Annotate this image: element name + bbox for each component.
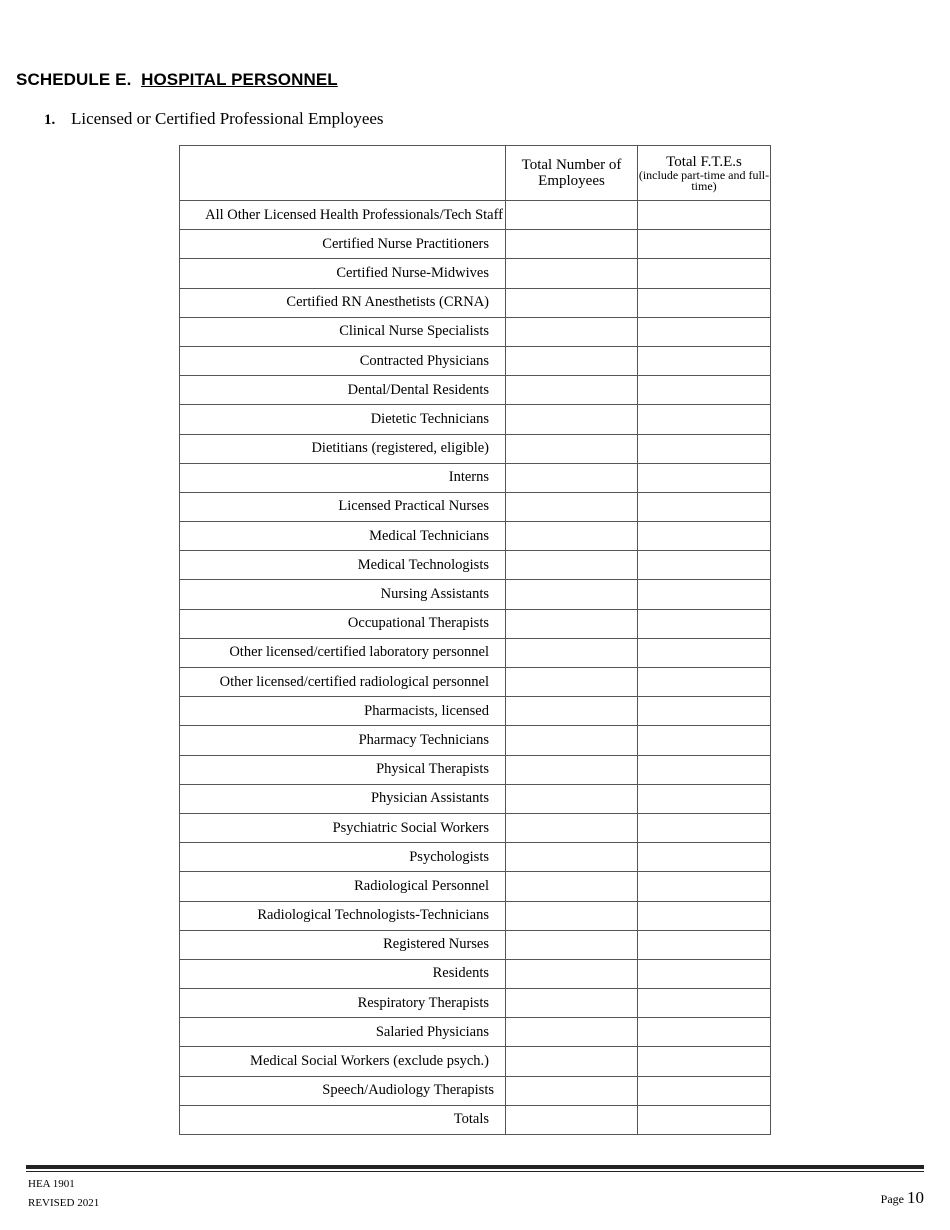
employees-count-cell[interactable] <box>506 434 638 463</box>
row-label: Medical Technicians <box>180 522 506 551</box>
table-row <box>180 843 771 872</box>
table-header-row <box>180 146 771 201</box>
table-row <box>180 551 771 580</box>
footer-form-info <box>28 1175 99 1213</box>
row-label: Dietetic Technicians <box>180 405 506 434</box>
table-row <box>180 492 771 521</box>
row-label: Dietitians (registered, eligible) <box>180 434 506 463</box>
row-label: Nursing Assistants <box>180 580 506 609</box>
fte-cell[interactable] <box>638 726 771 755</box>
table-row <box>180 901 771 930</box>
employees-count-cell[interactable] <box>506 901 638 930</box>
row-label: Physical Therapists <box>180 755 506 784</box>
fte-cell[interactable] <box>638 1105 771 1134</box>
row-label: Radiological Technologists-Technicians <box>180 901 506 930</box>
employees-count-cell[interactable] <box>506 872 638 901</box>
row-label: Clinical Nurse Specialists <box>180 317 506 346</box>
row-label: Interns <box>180 463 506 492</box>
header-fte <box>638 146 771 201</box>
row-label: Psychiatric Social Workers <box>180 813 506 842</box>
revised-date: REVISED 2021 <box>28 1197 100 1209</box>
table-row <box>180 989 771 1018</box>
table-row <box>180 288 771 317</box>
table-row <box>180 434 771 463</box>
header-blank-cell <box>180 146 506 201</box>
row-label: Dental/Dental Residents <box>180 376 506 405</box>
schedule-prefix: SCHEDULE E. <box>16 70 132 89</box>
fte-cell[interactable] <box>638 317 771 346</box>
header-fte-title: Total F.T.E.s <box>666 154 742 170</box>
table-row <box>180 697 771 726</box>
personnel-table <box>179 145 771 1135</box>
fte-cell[interactable] <box>638 609 771 638</box>
employees-count-cell[interactable] <box>506 930 638 959</box>
employees-count-cell[interactable] <box>506 989 638 1018</box>
table-row <box>180 872 771 901</box>
employees-count-cell[interactable] <box>506 580 638 609</box>
fte-cell[interactable] <box>638 346 771 375</box>
fte-cell[interactable] <box>638 1018 771 1047</box>
row-label: Totals <box>180 1105 506 1134</box>
table-row <box>180 259 771 288</box>
schedule-name: HOSPITAL PERSONNEL <box>141 70 338 89</box>
table-row <box>180 609 771 638</box>
employees-count-cell[interactable] <box>506 726 638 755</box>
table-row <box>180 230 771 259</box>
row-label: Licensed Practical Nurses <box>180 492 506 521</box>
fte-cell[interactable] <box>638 784 771 813</box>
row-label: Psychologists <box>180 843 506 872</box>
row-label: Respiratory Therapists <box>180 989 506 1018</box>
employees-count-cell[interactable] <box>506 259 638 288</box>
row-label: Other licensed/certified radiological personnel <box>180 668 506 697</box>
section-heading <box>44 109 384 129</box>
fte-cell[interactable] <box>638 697 771 726</box>
footer-rule-thin <box>26 1171 924 1172</box>
page-number: 10 <box>907 1188 924 1207</box>
employees-count-cell[interactable] <box>506 288 638 317</box>
table-row <box>180 580 771 609</box>
employees-count-cell[interactable] <box>506 755 638 784</box>
table-row <box>180 638 771 667</box>
fte-cell[interactable] <box>638 755 771 784</box>
fte-cell[interactable] <box>638 230 771 259</box>
table-row <box>180 1047 771 1076</box>
employees-count-cell[interactable] <box>506 551 638 580</box>
fte-cell[interactable] <box>638 288 771 317</box>
header-fte-note: (include part-time and full-time) <box>638 168 770 193</box>
employees-count-cell[interactable] <box>506 1018 638 1047</box>
fte-cell[interactable] <box>638 376 771 405</box>
fte-cell[interactable] <box>638 551 771 580</box>
employees-count-cell[interactable] <box>506 1047 638 1076</box>
employees-count-cell[interactable] <box>506 1105 638 1134</box>
fte-cell[interactable] <box>638 492 771 521</box>
page-indicator <box>881 1188 924 1208</box>
fte-cell[interactable] <box>638 668 771 697</box>
row-label: Radiological Personnel <box>180 872 506 901</box>
row-label: Other licensed/certified laboratory personnel <box>180 638 506 667</box>
row-label: Medical Social Workers (exclude psych.) <box>180 1047 506 1076</box>
table-row <box>180 930 771 959</box>
employees-count-cell[interactable] <box>506 784 638 813</box>
fte-cell[interactable] <box>638 434 771 463</box>
employees-count-cell[interactable] <box>506 697 638 726</box>
employees-count-cell[interactable] <box>506 463 638 492</box>
fte-cell[interactable] <box>638 843 771 872</box>
fte-cell[interactable] <box>638 522 771 551</box>
row-label: Salaried Physicians <box>180 1018 506 1047</box>
fte-cell[interactable] <box>638 959 771 988</box>
table-row <box>180 463 771 492</box>
row-label: Pharmacists, licensed <box>180 697 506 726</box>
employees-count-cell[interactable] <box>506 201 638 230</box>
header-employees: Total Number of Employees <box>506 146 638 201</box>
table-row <box>180 813 771 842</box>
employees-count-cell[interactable] <box>506 1076 638 1105</box>
employees-count-cell[interactable] <box>506 376 638 405</box>
row-label: Registered Nurses <box>180 930 506 959</box>
employees-count-cell[interactable] <box>506 843 638 872</box>
fte-cell[interactable] <box>638 201 771 230</box>
table-row <box>180 317 771 346</box>
employees-count-cell[interactable] <box>506 668 638 697</box>
row-label: Speech/Audiology Therapists <box>180 1076 506 1105</box>
employees-count-cell[interactable] <box>506 959 638 988</box>
fte-cell[interactable] <box>638 405 771 434</box>
row-label: Certified Nurse-Midwives <box>180 259 506 288</box>
form-id: HEA 1901 <box>28 1178 75 1190</box>
fte-cell[interactable] <box>638 463 771 492</box>
table-row <box>180 726 771 755</box>
table-row <box>180 376 771 405</box>
table-row <box>180 346 771 375</box>
fte-cell[interactable] <box>638 989 771 1018</box>
fte-cell[interactable] <box>638 259 771 288</box>
table-row <box>180 1105 771 1134</box>
row-label: Medical Technologists <box>180 551 506 580</box>
employees-count-cell[interactable] <box>506 522 638 551</box>
employees-count-cell[interactable] <box>506 230 638 259</box>
employees-count-cell[interactable] <box>506 609 638 638</box>
footer-rule <box>26 1165 924 1169</box>
row-label: Contracted Physicians <box>180 346 506 375</box>
table-row <box>180 755 771 784</box>
fte-cell[interactable] <box>638 1076 771 1105</box>
section-number: 1. <box>44 112 56 128</box>
section-title: Licensed or Certified Professional Employees <box>71 109 384 128</box>
fte-cell[interactable] <box>638 1047 771 1076</box>
row-label: All Other Licensed Health Professionals/Tech Staff <box>180 201 506 230</box>
row-label: Pharmacy Technicians <box>180 726 506 755</box>
table-row <box>180 201 771 230</box>
employees-count-cell[interactable] <box>506 813 638 842</box>
table-row <box>180 522 771 551</box>
fte-cell[interactable] <box>638 813 771 842</box>
fte-cell[interactable] <box>638 580 771 609</box>
employees-count-cell[interactable] <box>506 317 638 346</box>
schedule-title <box>16 70 338 90</box>
table-row <box>180 1018 771 1047</box>
table-row <box>180 405 771 434</box>
employees-count-cell[interactable] <box>506 638 638 667</box>
fte-cell[interactable] <box>638 901 771 930</box>
employees-count-cell[interactable] <box>506 492 638 521</box>
table-row <box>180 1076 771 1105</box>
row-label: Certified Nurse Practitioners <box>180 230 506 259</box>
employees-count-cell[interactable] <box>506 405 638 434</box>
row-label: Physician Assistants <box>180 784 506 813</box>
fte-cell[interactable] <box>638 638 771 667</box>
row-label: Occupational Therapists <box>180 609 506 638</box>
page-label: Page <box>880 1192 904 1206</box>
row-label: Residents <box>180 959 506 988</box>
row-label: Certified RN Anesthetists (CRNA) <box>180 288 506 317</box>
fte-cell[interactable] <box>638 930 771 959</box>
fte-cell[interactable] <box>638 872 771 901</box>
table-row <box>180 784 771 813</box>
table-row <box>180 959 771 988</box>
employees-count-cell[interactable] <box>506 346 638 375</box>
table-row <box>180 668 771 697</box>
